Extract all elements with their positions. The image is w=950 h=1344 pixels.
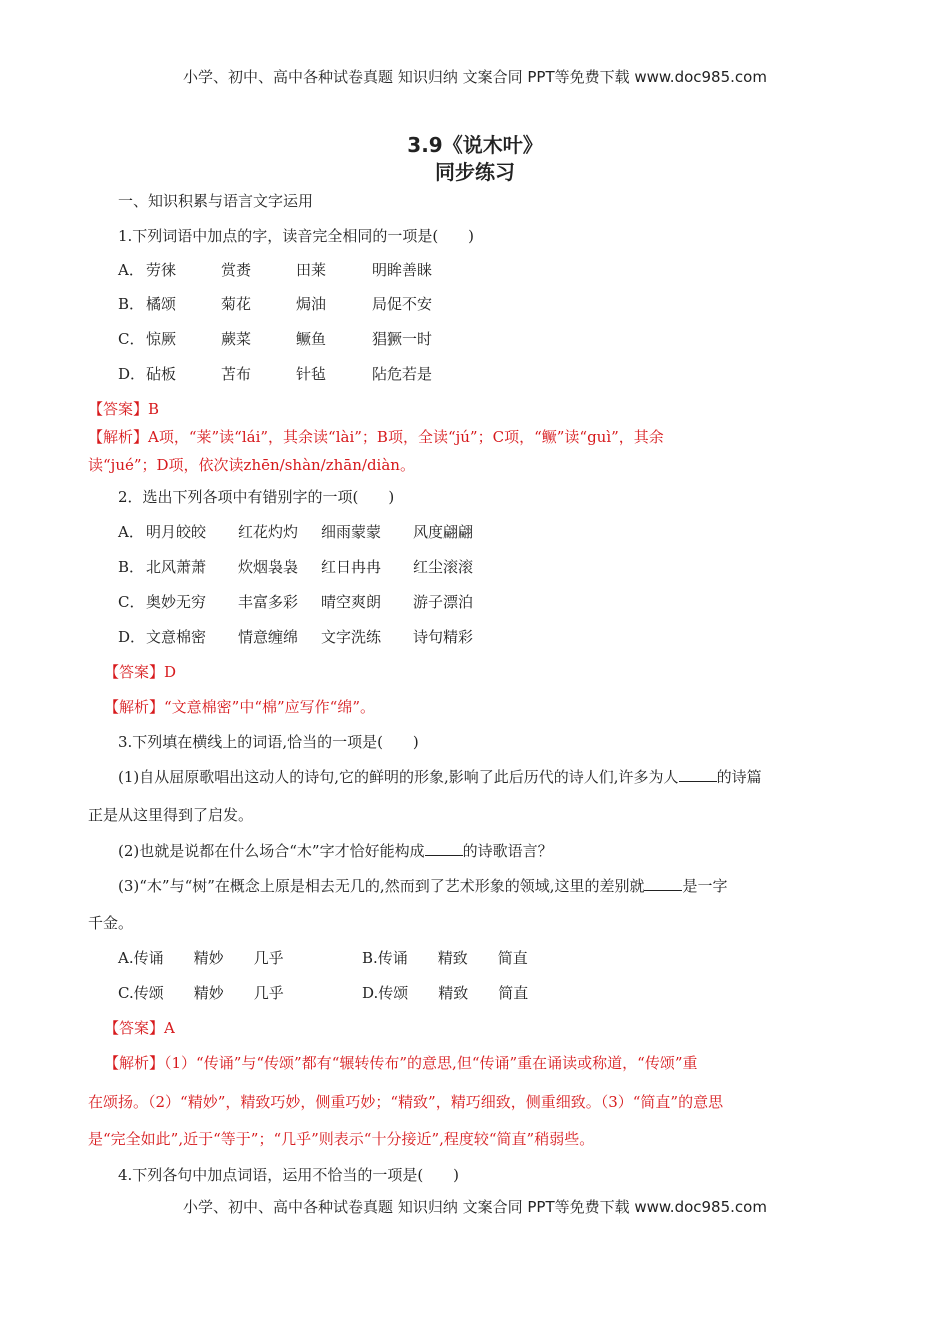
q1-d-item: 阽危若是 (372, 365, 433, 383)
q2-option-c: C． (118, 593, 145, 611)
q2-c-item: 游子漂泊 (413, 593, 474, 611)
blank-line (679, 769, 717, 782)
q1-stem: 1.下列词语中加点的字，读音完全相同的一项是( ) (118, 227, 475, 245)
q2-stem: 2．选出下列各项中有错别字的一项( ) (118, 488, 395, 506)
q2-a-item: 明月皎皎 (146, 523, 207, 541)
option-label: A． (118, 261, 144, 279)
q3-analysis-line1: 【解析】（1）“传诵”与“传颂”都有“辗转传布”的意思,但“传诵”重在诵读或称道，“传颂”重 (104, 1054, 698, 1072)
q1-c-item: 猖獗一时 (372, 330, 433, 348)
title-block (0, 132, 950, 186)
q2-option-d: D． (118, 628, 146, 646)
q2-c-item: 丰富多彩 (238, 593, 299, 611)
q2-b-item: 红日冉冉 (321, 558, 382, 576)
q2-d-item: 文字洗练 (321, 628, 382, 646)
q3-option-d: D.传颂 精致 简直 (362, 984, 529, 1002)
q1-a-item: 明眸善睐 (372, 261, 433, 279)
q1-option-a (118, 259, 144, 280)
q1-d-item: 苫布 (221, 365, 252, 383)
q2-b-item: 北风萧萧 (146, 558, 207, 576)
q1-b-item: 焗油 (296, 295, 327, 313)
q3-option-c: C.传颂 精妙 几乎 (118, 984, 284, 1002)
q3-sentence3: (3)“木”与“树”在概念上原是相去无几的,然而到了艺术形象的领域,这里的差别就 是一字 (118, 877, 728, 895)
section-heading: 一、知识积累与语言文字运用 (118, 192, 314, 210)
q1-a-item: 劳徕 (146, 261, 177, 279)
q1-b-item: 橘颂 (146, 295, 177, 313)
q1-answer: 【答案】B (88, 400, 160, 418)
q3-sentence1-cont: 正是从这里得到了启发。 (88, 806, 254, 824)
q3-sentence1: (1)自从屈原歌唱出这动人的诗句,它的鲜明的形象,影响了此后历代的诗人们,许多为人 的诗篇 (118, 768, 762, 786)
blank-line (644, 878, 682, 891)
q3-analysis-line2: 在颂扬。（2）“精妙”，精致巧妙，侧重巧妙；“精致”，精巧细致，侧重细致。（3）“简直”的意思 (88, 1093, 724, 1111)
q3-answer: 【答案】A (104, 1019, 175, 1037)
q2-d-item: 文意棉密 (146, 628, 207, 646)
blank-line (425, 843, 463, 856)
q2-option-b: B． (118, 558, 145, 576)
q3-option-b: B.传诵 精致 简直 (362, 949, 528, 967)
q1-d-item: 针毡 (296, 365, 327, 383)
title-line1: 3.9《说木叶》 (407, 133, 543, 157)
q1-a-item: 田莱 (296, 261, 327, 279)
q3-analysis-line3: 是“完全如此”,近于“等于”；“几乎”则表示“十分接近”,程度较“简直”稍弱些。 (88, 1130, 595, 1148)
title-line2: 同步练习 (435, 160, 515, 184)
page-header: 小学、初中、高中各种试卷真题 知识归纳 文案合同 PPT等免费下载 www.doc985.com (183, 68, 767, 86)
q1-c-item: 蕨菜 (221, 330, 252, 348)
q2-a-item: 风度翩翩 (413, 523, 474, 541)
q2-c-item: 奥妙无穷 (146, 593, 207, 611)
q2-b-item: 炊烟袅袅 (238, 558, 299, 576)
q2-option-a: A． (118, 523, 144, 541)
q2-d-item: 诗句精彩 (413, 628, 474, 646)
q2-c-item: 晴空爽朗 (321, 593, 382, 611)
q1-option-b: B． (118, 295, 145, 313)
q3-stem: 3.下列填在横线上的词语,恰当的一项是( ) (118, 733, 419, 751)
page-footer: 小学、初中、高中各种试卷真题 知识归纳 文案合同 PPT等免费下载 www.doc985.com (183, 1198, 767, 1216)
q3-sentence3-cont: 千金。 (88, 914, 134, 932)
q1-b-item: 局促不安 (372, 295, 433, 313)
q1-d-item: 砧板 (146, 365, 177, 383)
q1-c-item: 鳜鱼 (296, 330, 327, 348)
q4-stem: 4.下列各句中加点词语，运用不恰当的一项是( ) (118, 1166, 460, 1184)
q1-c-item: 惊厥 (146, 330, 177, 348)
q1-option-d: D． (118, 365, 146, 383)
q3-option-a: A.传诵 精妙 几乎 (118, 949, 284, 967)
q1-analysis-line1: 【解析】A项，“莱”读“lái”，其余读“lài”；B项，全读“jú”；C项，“鳜”读“guì”，其余 (88, 428, 664, 446)
q1-analysis-line2: 读“jué”；D项，依次读zhēn/shàn/zhān/diàn。 (88, 456, 415, 474)
q1-a-item: 赏赉 (221, 261, 252, 279)
q2-answer: 【答案】D (104, 663, 177, 681)
q2-b-item: 红尘滚滚 (413, 558, 474, 576)
q2-d-item: 情意缠绵 (238, 628, 299, 646)
q3-sentence2: (2)也就是说都在什么场合“木”字才恰好能构成 的诗歌语言？ (118, 842, 553, 860)
q2-a-item: 红花灼灼 (238, 523, 299, 541)
q1-b-item: 菊花 (221, 295, 252, 313)
q2-a-item: 细雨蒙蒙 (321, 523, 382, 541)
q2-analysis: 【解析】“文意棉密”中“棉”应写作“绵”。 (104, 698, 376, 716)
q1-option-c: C． (118, 330, 145, 348)
